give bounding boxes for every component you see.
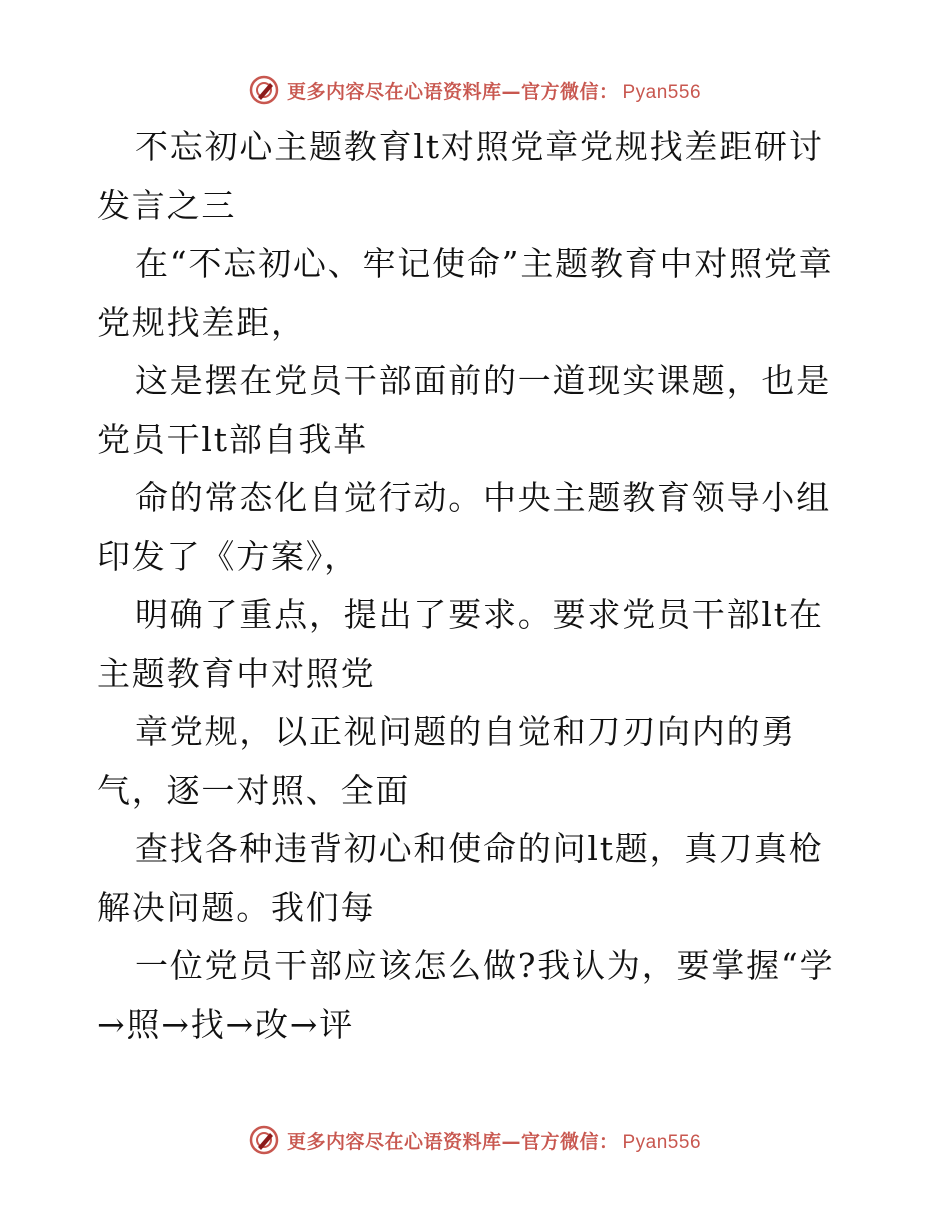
watermark-dash: — — [501, 1130, 521, 1153]
paragraph: 在“不忘初心、牢记使命”主题教育中对照党章党规找差距， — [97, 244, 834, 342]
paragraph: 这是摆在党员干部面前的一道现实课题，也是党员干lt部自我革 — [97, 361, 831, 459]
watermark-text — [287, 77, 701, 104]
watermark-wechat-id: Pyan556 — [622, 1131, 702, 1153]
paragraph: 查找各种违背初心和使命的问lt题，真刀真枪解决问题。我们每 — [97, 829, 824, 927]
watermark-wechat-id: Pyan556 — [622, 81, 702, 103]
paragraph: 一位党员干部应该怎么做?我认为，要掌握“学→照→找→改→评 — [97, 946, 835, 1044]
watermark-site-name: 更多内容尽在心语资料库 — [286, 1130, 502, 1153]
document-body — [97, 118, 857, 1054]
paragraph: 明确了重点，提出了要求。要求党员干部lt在主题教育中对照党 — [97, 595, 824, 693]
watermark-wechat-label: 官方微信： — [520, 80, 619, 103]
watermark-site-name: 更多内容尽在心语资料库 — [286, 80, 502, 103]
watermark-logo-icon — [249, 1125, 279, 1155]
watermark-dash: — — [501, 80, 521, 103]
paragraph: 命的常态化自觉行动。中央主题教育领导小组印发了《方案》， — [97, 478, 831, 576]
watermark-logo-icon — [249, 75, 279, 105]
footer-watermark — [0, 1122, 950, 1158]
paragraph: 章党规，以正视问题的自觉和刀刃向内的勇气，逐一对照、全面 — [97, 712, 797, 810]
paragraph-title: 不忘初心主题教育lt对照党章党规找差距研讨发言之三 — [97, 127, 824, 225]
watermark-text — [287, 1127, 701, 1154]
watermark-wechat-label: 官方微信： — [520, 1130, 619, 1153]
header-watermark — [0, 72, 950, 108]
